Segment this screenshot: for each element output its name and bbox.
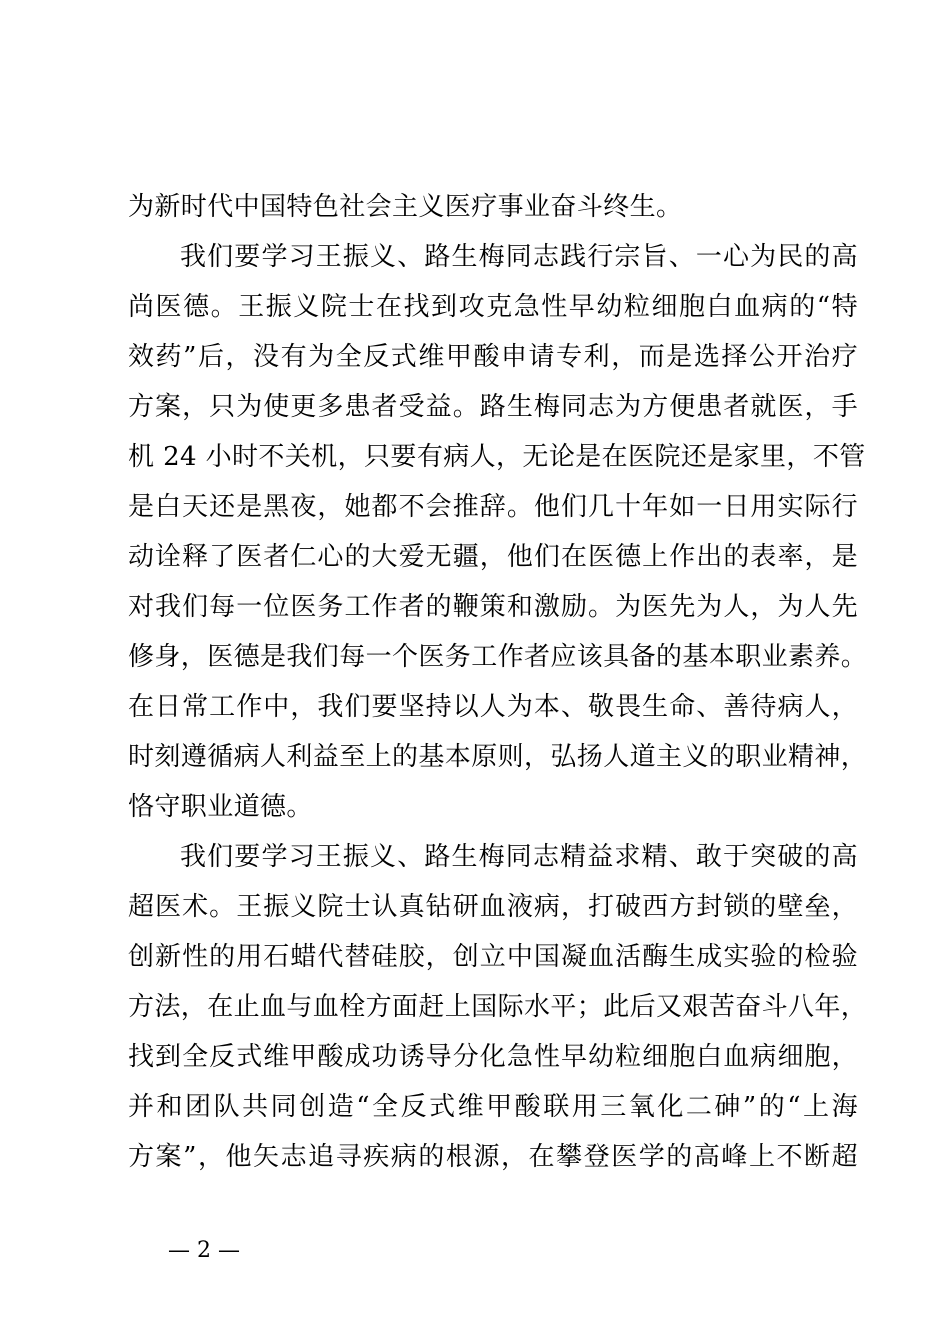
text-line: 动诠释了医者仁心的大爱无疆，他们在医德上作出的表率，是 [128, 542, 858, 572]
text-line: 我们要学习王振义、路生梅同志精益求精、敢于突破的高 [180, 842, 858, 872]
text-line: 是白天还是黑夜，她都不会推辞。他们几十年如一日用实际行 [128, 492, 858, 522]
text-line: 为新时代中国特色社会主义医疗事业奋斗终生。 [128, 192, 683, 222]
text-line: 时刻遵循病人利益至上的基本原则，弘扬人道主义的职业精神， [128, 742, 868, 772]
text-line: 方法，在止血与血栓方面赶上国际水平；此后又艰苦奋斗八年， [128, 992, 868, 1022]
page-number: — 2 — [168, 1238, 240, 1263]
text-line: 恪守职业道德。 [128, 792, 313, 822]
text-line: 修身，医德是我们每一个医务工作者应该具备的基本职业素养。 [128, 642, 868, 672]
document-body [128, 182, 868, 1182]
text-line: 超医术。王振义院士认真钻研血液病，打破西方封锁的壁垒， [128, 892, 858, 922]
text-line: 机 24 小时不关机，只要有病人，无论是在医院还是家里，不管 [128, 442, 866, 472]
text-line: 并和团队共同创造“全反式维甲酸联用三氧化二砷”的“上海 [128, 1092, 858, 1122]
text-line: 效药”后，没有为全反式维甲酸申请专利，而是选择公开治疗 [128, 342, 858, 372]
text-line: 尚医德。王振义院士在找到攻克急性早幼粒细胞白血病的“特 [128, 292, 858, 322]
text-line: 在日常工作中，我们要坚持以人为本、敬畏生命、善待病人， [128, 692, 858, 722]
text-line: 我们要学习王振义、路生梅同志践行宗旨、一心为民的高 [180, 242, 858, 272]
text-line: 找到全反式维甲酸成功诱导分化急性早幼粒细胞白血病细胞， [128, 1042, 858, 1072]
text-line: 方案，只为使更多患者受益。路生梅同志为方便患者就医，手 [128, 392, 858, 422]
text-line: 创新性的用石蜡代替硅胶，创立中国凝血活酶生成实验的检验 [128, 942, 858, 972]
text-line: 对我们每一位医务工作者的鞭策和激励。为医先为人，为人先 [128, 592, 858, 622]
text-line: 方案”，他矢志追寻疾病的根源，在攀登医学的高峰上不断超 [128, 1142, 858, 1172]
